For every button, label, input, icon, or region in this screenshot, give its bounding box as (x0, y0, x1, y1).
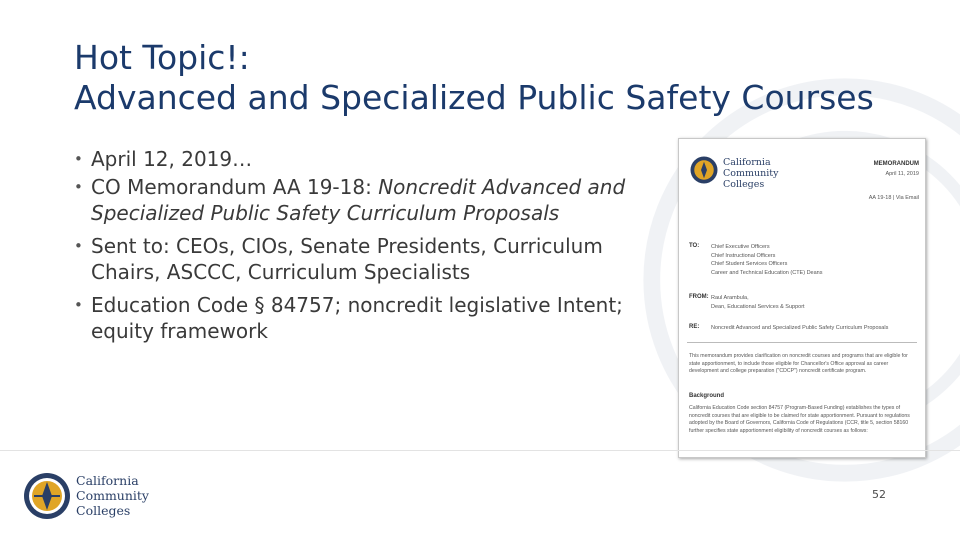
memo-org-line-3: Colleges (723, 179, 765, 190)
bullet-date-text: April 12, 2019… (91, 147, 253, 171)
memo-from-line: Raul Arambula, (711, 295, 749, 301)
page-number: 52 (872, 488, 886, 501)
footer-logo-text (76, 473, 149, 518)
memo-to-line: Chief Student Services Officers (711, 261, 788, 267)
memo-from-label: FROM: (689, 294, 709, 300)
memo-header: MEMORANDUM (873, 161, 919, 167)
memo-to-line: Chief Executive Officers (711, 244, 770, 250)
bullet-sent-to-text: Sent to: CEOs, CIOs, Senate Presidents, Curriculum Chairs, ASCCC, Curriculum Specialists (91, 234, 603, 284)
bullet-education-code-text: Education Code § 84757; noncredit legislative Intent; equity framework (91, 293, 623, 343)
bullet-list (74, 146, 634, 351)
bullet-memorandum-title: Noncredit Advanced and Specialized Public Safety Curriculum Proposals (91, 175, 626, 225)
bullet-education-code (74, 292, 634, 344)
memo-to-list (711, 243, 822, 277)
footer-logo-line-2: Community (76, 488, 149, 503)
memo-to-label: TO: (689, 243, 700, 249)
memo-from-line: Dean, Educational Services & Support (711, 303, 805, 310)
footer-logo-line-3: Colleges (76, 503, 131, 518)
memo-date: April 11, 2019 (885, 171, 919, 177)
memo-background-label: Background (689, 393, 725, 399)
title-line-2: Advanced and Specialized Public Safety Courses (74, 78, 874, 117)
bullet-memorandum (74, 174, 634, 226)
footer-logo-line-1: California (76, 473, 139, 488)
ccc-seal-icon (22, 471, 72, 521)
bullet-date (74, 146, 634, 172)
memo-re-text: Noncredit Advanced and Specialized Public Safety Curriculum Proposals (711, 325, 889, 331)
memo-background-text: California Education Code section 84757 (Program-Based Funding) establishes the types of noncredit courses that are eligible to be claimed for state apportionment. Pursuant to regulations adopted by the Board of Governors, California Code of Regulations (CCR, title 5, section 58160 further specifies state apportionment eligibility of noncredit courses as follows: (689, 405, 910, 434)
footer-divider (0, 450, 960, 451)
slide-title (74, 38, 934, 118)
bullet-sent-to (74, 233, 634, 285)
memo-seal-icon (689, 155, 719, 185)
footer-logo (22, 471, 162, 523)
memo-ref: AA 19-18 | Via Email (868, 195, 919, 201)
memo-divider (687, 342, 917, 343)
memo-org-name (723, 157, 778, 190)
memo-org-line-1: California (723, 157, 771, 168)
title-line-1: Hot Topic!: (74, 38, 250, 77)
memo-from-list (711, 294, 805, 311)
memo-to-line: Career and Technical Education (CTE) Deans (711, 269, 823, 276)
memo-intro: This memorandum provides clarification on noncredit courses and programs that are eligible for state apportionment, to include those eligible for Chancellor's Office approval as career development and college preparation ("CDCP") noncredit certificate program. (689, 353, 908, 374)
memo-org-line-2: Community (723, 168, 779, 179)
bullet-memorandum-prefix: CO Memorandum AA 19-18: (91, 175, 379, 199)
memo-thumbnail (678, 138, 926, 458)
memo-re-label: RE: (689, 324, 700, 330)
memo-to-line: Chief Instructional Officers (711, 252, 776, 259)
